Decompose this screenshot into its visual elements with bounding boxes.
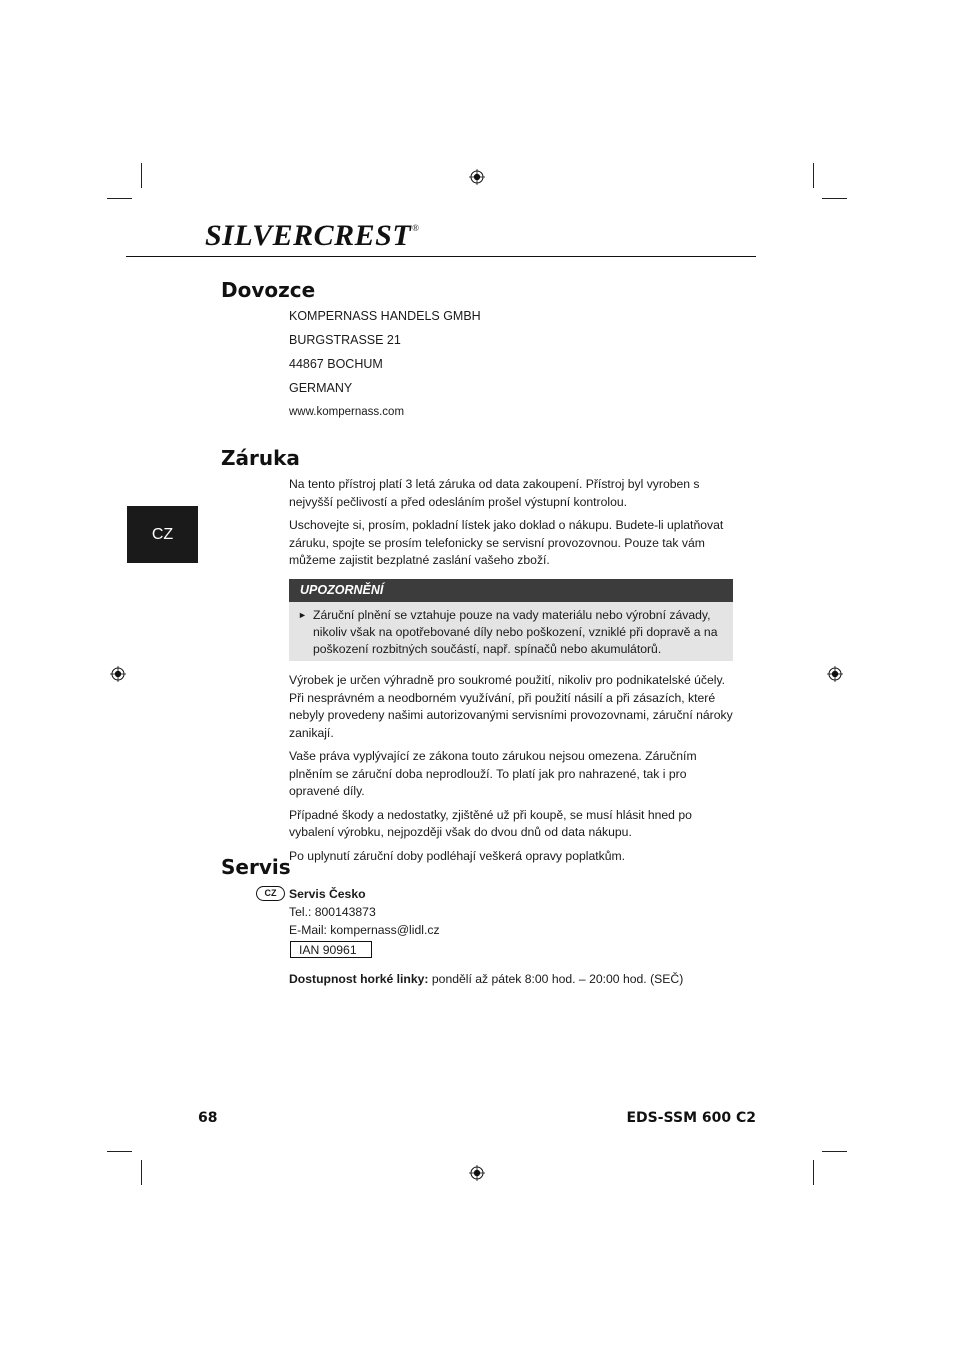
notice-title: UPOZORNĚNÍ bbox=[289, 579, 733, 602]
paragraph: Případné škody a nedostatky, zjištěné už při koupě, se musí hlásit hned po vybalení výrobku, nejpozději však do dvou dnů od data nákupu. bbox=[289, 807, 692, 839]
notice-text: Záruční plnění se vztahuje pouze na vady materiálu nebo výrobní závady, nikoliv však na opotřebované díly nebo poškození, vzniklé při dopravě a na poškození rozbitných součástí, např. spínačů nebo akumulátorů. bbox=[313, 608, 718, 656]
importer-address bbox=[289, 304, 481, 424]
language-tab: CZ bbox=[127, 506, 198, 563]
service-name: Servis Česko bbox=[289, 887, 366, 901]
crop-mark bbox=[141, 163, 142, 188]
logo-text: SILVERCREST bbox=[205, 219, 412, 252]
page-number: 68 bbox=[198, 1110, 218, 1126]
paragraph: Uschovejte si, prosím, pokladní lístek jako doklad o nákupu. Budete-li uplatňovat záruku, spojte se prosím telefonicky se servisní provozovnou. Pouze tak vám můžeme zajistit bezplatné zaslání vašeho zboží. bbox=[289, 518, 724, 567]
warranty-intro bbox=[289, 476, 735, 576]
crop-mark bbox=[822, 1151, 847, 1152]
crop-mark bbox=[813, 163, 814, 188]
paragraph: Vaše práva vyplývající ze zákona touto zárukou nejsou omezena. Záručním plněním se záruční doba neprodlouží. To platí jak pro nahrazené, tak i pro opravené díly. bbox=[289, 749, 697, 798]
brand-logo bbox=[205, 219, 419, 253]
address-line: 44867 BOCHUM bbox=[289, 357, 383, 371]
hotline-info bbox=[289, 970, 683, 988]
notice-box bbox=[289, 602, 733, 661]
registered-mark: ® bbox=[412, 223, 420, 233]
crop-mark bbox=[107, 1151, 132, 1152]
crop-mark bbox=[141, 1160, 142, 1185]
crop-mark bbox=[107, 198, 132, 199]
ian-box: IAN 90961 bbox=[290, 941, 372, 958]
registration-mark-icon bbox=[110, 666, 126, 682]
address-line: GERMANY bbox=[289, 381, 353, 395]
country-badge: CZ bbox=[256, 886, 285, 901]
service-email[interactable]: E-Mail: kompernass@lidl.cz bbox=[289, 923, 440, 937]
importer-heading: Dovozce bbox=[221, 278, 316, 302]
registration-mark-icon bbox=[469, 169, 485, 185]
crop-mark bbox=[813, 1160, 814, 1185]
hotline-hours: pondělí až pátek 8:00 hod. – 20:00 hod. (SEČ) bbox=[428, 972, 684, 986]
paragraph: Na tento přístroj platí 3 letá záruka od data zakoupení. Přístroj byl vyroben s nejvyšší pečlivostí a před odesláním prošel výstupní kontrolou. bbox=[289, 477, 700, 509]
arrow-right-icon: ► bbox=[298, 610, 307, 620]
registration-mark-icon bbox=[827, 666, 843, 682]
warranty-heading: Záruka bbox=[221, 446, 300, 470]
service-phone: Tel.: 800143873 bbox=[289, 905, 376, 919]
header-rule bbox=[126, 256, 756, 257]
model-number: EDS-SSM 600 C2 bbox=[626, 1110, 756, 1126]
address-line: BURGSTRASSE 21 bbox=[289, 333, 401, 347]
crop-mark bbox=[822, 198, 847, 199]
paragraph: Po uplynutí záruční doby podléhají veškerá opravy poplatkům. bbox=[289, 848, 626, 863]
address-line: KOMPERNASS HANDELS GMBH bbox=[289, 309, 481, 323]
website-link[interactable]: www.kompernass.com bbox=[289, 406, 405, 418]
registration-mark-icon bbox=[469, 1165, 485, 1181]
paragraph: Výrobek je určen výhradně pro soukromé použití, nikoliv pro podnikatelské účely. Při nesprávném a neodborném využívání, při použití násilí a při zásazích, které nebyly provedeny našimi autorizovanými servisními provozovnami, záruční nároky zanikají. bbox=[289, 673, 733, 740]
service-contact bbox=[289, 885, 440, 939]
hotline-label: Dostupnost horké linky: bbox=[289, 972, 429, 986]
service-heading: Servis bbox=[221, 855, 291, 879]
warranty-terms bbox=[289, 672, 735, 871]
